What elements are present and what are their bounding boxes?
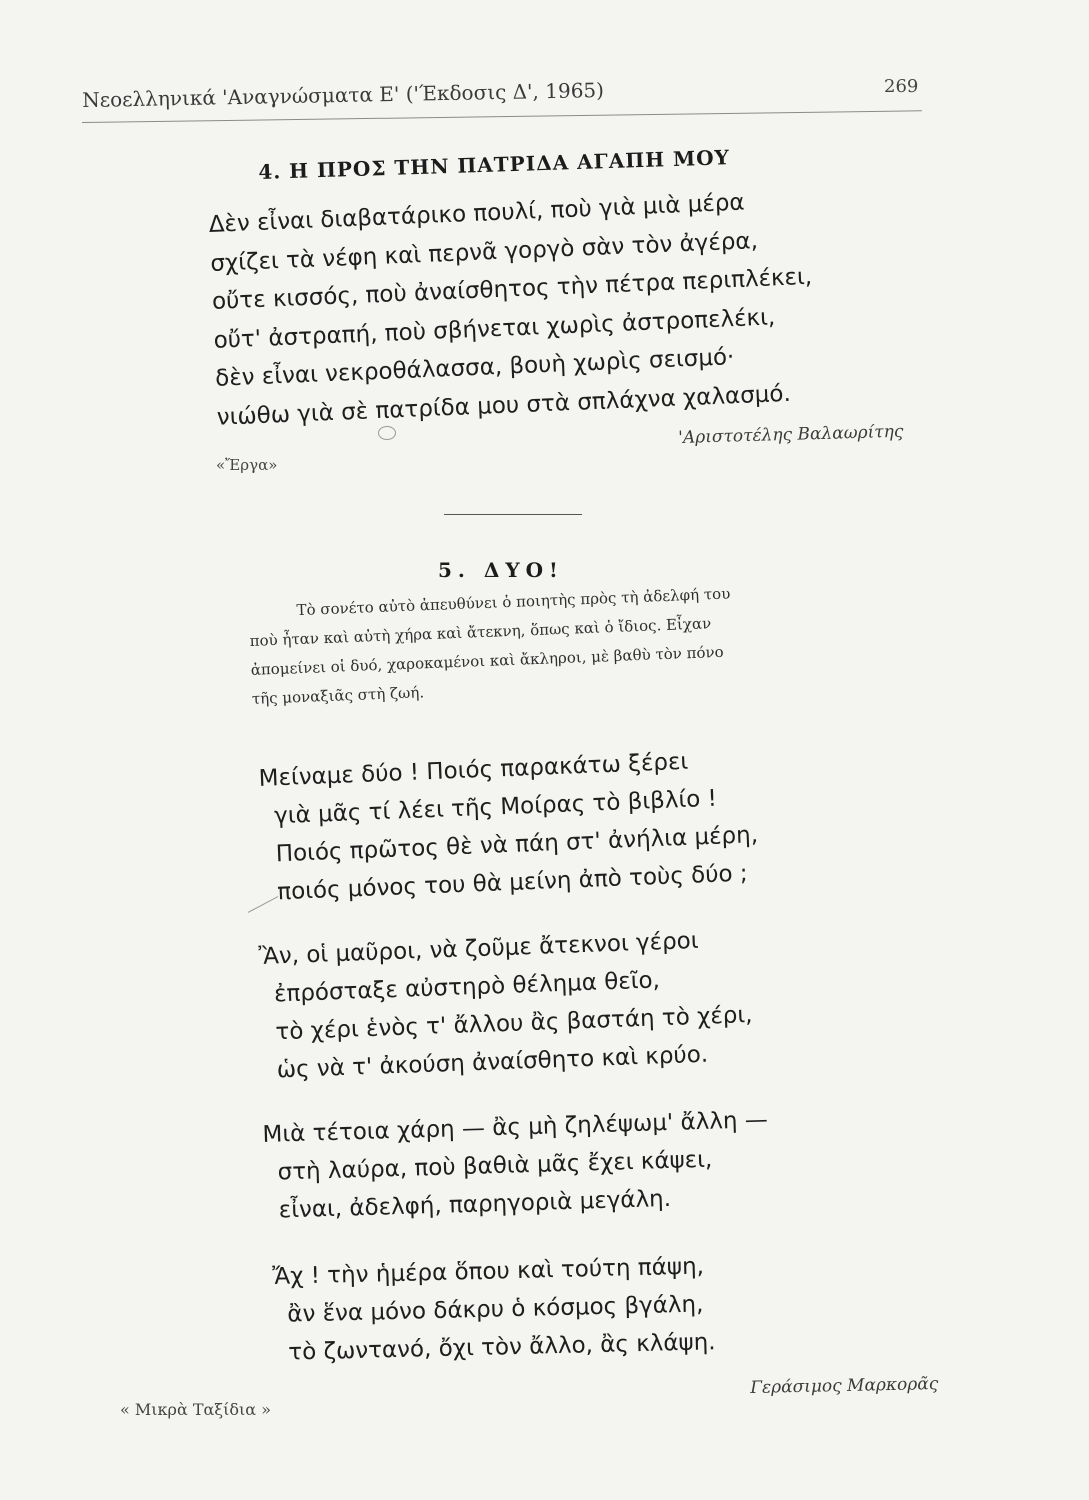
intro-line: ποὺ ἦταν καὶ αὐτὴ χήρα καὶ ἄτεκνη, ὅπως καὶ ὁ ἴδιος. Εἶχαν <box>249 614 712 650</box>
verse-line: εἶναι, ἀδελφή, παρηγοριὰ μεγάλη. <box>278 1185 672 1224</box>
section-divider <box>444 514 582 515</box>
verse-line: οὔτε κισσός, ποὺ ἀναίσθητος τὴν πέτρα περιπλέκει, <box>211 263 813 315</box>
verse-line: τὸ ζωντανό, ὄχι τὸν ἄλλο, ἂς κλάψη. <box>287 1329 716 1366</box>
verse-line: νιώθω γιὰ σὲ πατρίδα μου στὰ σπλάχνα χαλασμό. <box>216 380 792 431</box>
stanza <box>262 1101 771 1230</box>
page-number: 269 <box>884 76 919 97</box>
verse-line: τὸ χέρι ἑνὸς τ' ἄλλου ἂς βαστάη τὸ χέρι, <box>274 1001 753 1046</box>
verse-line: σχίζει τὰ νέφη καὶ περνᾶ γοργὸ σὰν τὸν ἀγέρα, <box>209 227 759 277</box>
intro-line: Τὸ σονέτο αὐτὸ ἀπευθύνει ὁ ποιητὴς πρὸς τὴ ἀδελφή του <box>296 584 731 620</box>
poem-introduction <box>248 574 884 714</box>
verse-line: ἐπρόσταξε αὐστηρὸ θέλημα θεῖο, <box>273 967 661 1008</box>
poem-title: 5. ΔΥΟ! <box>438 558 564 582</box>
header-rule <box>82 110 922 123</box>
pencil-mark <box>378 426 396 440</box>
running-header: Νεοελληνικά 'Αναγνώσματα Ε' ('Έκδοσις Δ', 1965) <box>82 77 605 112</box>
verse-line: οὔτ' ἀστραπή, ποὺ σβήνεται χωρὶς ἀστροπελέκι, <box>213 303 776 354</box>
verse-line: γιὰ μᾶς τί λέει τῆς Μοίρας τὸ βιβλίο ! <box>273 785 718 830</box>
poem-author: 'Αριστοτέλης Βαλαωρίτης <box>678 421 904 448</box>
poem-source: «Ἔργα» <box>216 456 278 474</box>
verse-line: δὲν εἶναι νεκροθάλασσα, βουὴ χωρὶς σεισμό· <box>214 344 735 392</box>
verse-line: Μείναμε δύο ! Ποιός παρακάτω ξέρει <box>258 748 689 792</box>
poem-source: « Μικρὰ Ταξίδια » <box>120 1400 271 1419</box>
verse-line: Δὲν εἶναι διαβατάρικο πουλί, ποὺ γιὰ μιὰ μέρα <box>208 189 746 238</box>
verse-line: Ἂν, οἱ μαῦροι, νὰ ζοῦμε ἄτεκνοι γέροι <box>258 927 699 970</box>
verse-line: στὴ λαύρα, ποὺ βαθιὰ μᾶς ἔχει κάψει, <box>277 1146 713 1186</box>
verse-line: Ἄχ ! τὴν ἡμέρα ὅπου καὶ τούτη πάψη, <box>272 1253 705 1290</box>
verse-line: ποιός μόνος του θὰ μείνη ἀπὸ τοὺς δύο ; <box>276 860 749 906</box>
verse-line: ὡς νὰ τ' ἀκούση ἀναίσθητο καὶ κρύο. <box>276 1041 709 1084</box>
intro-line: τῆς μοναξιᾶς στὴ ζωή. <box>251 683 425 708</box>
stanza <box>258 740 760 912</box>
poem-title: 4. Η ΠΡΟΣ ΤΗΝ ΠΑΤΡΙΔΑ ΑΓΑΠΗ ΜΟΥ <box>258 145 731 184</box>
poem-author: Γεράσιμος Μαρκορᾶς <box>750 1374 939 1398</box>
verse-line: ἂν ἕνα μόνο δάκρυ ὁ κόσμος βγάλη, <box>287 1291 704 1328</box>
poem-body <box>208 181 818 437</box>
verse-line: Μιὰ τέτοια χάρη — ἂς μὴ ζηλέψωμ' ἄλλη — <box>262 1107 769 1148</box>
verse-line: Ποιός πρῶτος θὲ νὰ πάη στ' ἀνήλια μέρη, <box>275 822 759 868</box>
intro-line: ἀπομείνει οἱ δυό, χαροκαμένοι καὶ ἄκληροι, μὲ βαθὺ τὸν πόνο <box>250 642 724 679</box>
stanza <box>272 1247 716 1372</box>
stanza <box>258 920 755 1090</box>
